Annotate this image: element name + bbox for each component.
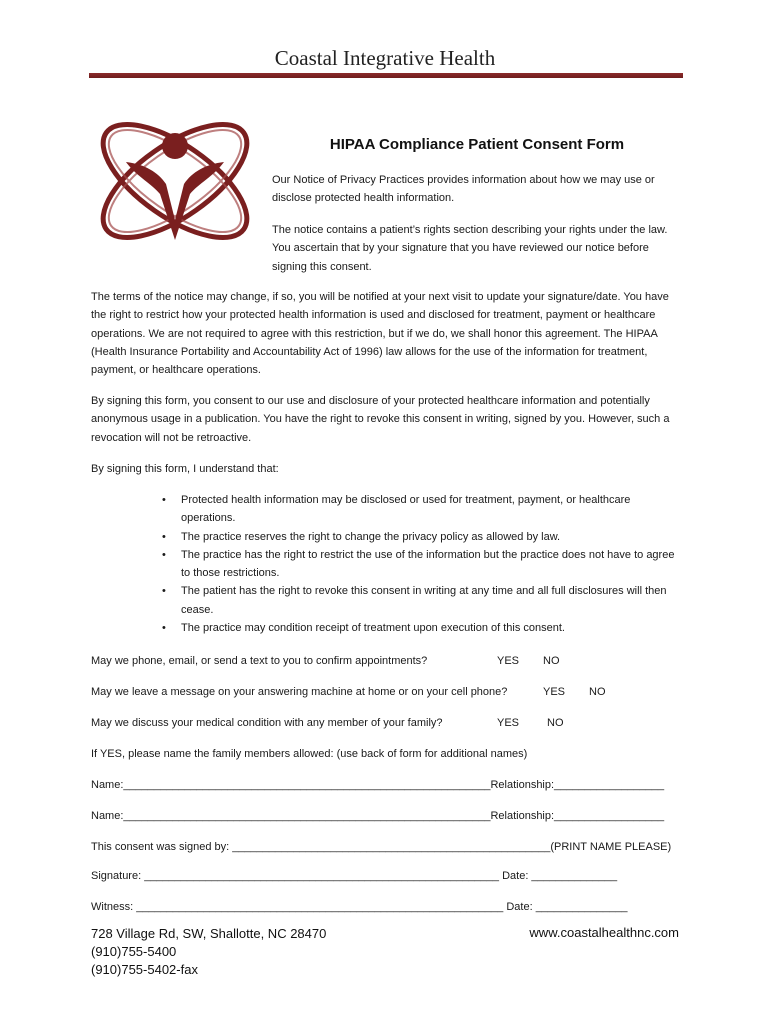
understand-intro: By signing this form, I understand that:	[91, 463, 279, 475]
page-header: Coastal Integrative Health	[274, 46, 496, 70]
family-no-option[interactable]: NO	[547, 717, 564, 729]
question-appointment-contact: May we phone, email, or send a text to you to confirm appointments?	[91, 655, 428, 667]
signed-by-line[interactable]: This consent was signed by: ____________________________________________________(PRINT NAME PLEASE)	[91, 841, 672, 853]
list-item	[162, 528, 682, 546]
footer-website-link[interactable]: www.coastalhealthnc.com	[529, 925, 679, 940]
list-item	[162, 491, 682, 528]
intro-paragraph-1: Our Notice of Privacy Practices provides information about how we may use or disclose protected health information.	[272, 174, 655, 205]
question-discuss-family: May we discuss your medical condition with any member of your family?	[91, 717, 443, 729]
figure-with-orbits-logo-icon	[86, 92, 264, 270]
list-item-text: The practice reserves the right to change the privacy policy as allowed by law.	[181, 530, 561, 543]
list-item-text: The patient has the right to revoke this consent in writing at any time and all full disclosures will then cease.	[181, 585, 667, 616]
message-yes-option[interactable]: YES	[543, 686, 566, 698]
consent-paragraph: By signing this form, you consent to our use and disclosure of your protected healthcare information and potentially anonymous usage in a publication. You have the right to revoke this consent in writing, signed by you. However, such a revocation will not be retroactive.	[91, 395, 670, 444]
appointment-yes-option[interactable]: YES	[497, 655, 520, 667]
list-item-text: The practice may condition receipt of treatment upon execution of this consent.	[181, 622, 565, 635]
list-item	[162, 619, 682, 637]
bullet-icon: •	[162, 530, 166, 543]
footer-phone: (910)755-5400	[91, 944, 177, 959]
appointment-no-option[interactable]: NO	[543, 655, 560, 667]
bullet-icon: •	[162, 494, 166, 506]
question-leave-message: May we leave a message on your answering machine at home or on your cell phone?	[91, 686, 508, 698]
intro-paragraph-2: The notice contains a patient’s rights section describing your rights under the law. You ascertain that by your signature that you have reviewed our notice before signing this consent.	[272, 224, 668, 273]
bullet-icon: •	[162, 622, 166, 635]
witness-line[interactable]: Witness: ____________________________________________________________ Date: _______________	[91, 901, 628, 913]
form-title: HIPAA Compliance Patient Consent Form	[329, 136, 625, 153]
family-name-line-2[interactable]: Name:____________________________________________________________Relationship:__________________	[91, 810, 665, 822]
bullet-icon: •	[162, 548, 166, 561]
list-item	[162, 582, 682, 619]
bullet-icon: •	[162, 585, 166, 598]
header-rule	[89, 73, 683, 78]
message-no-option[interactable]: NO	[589, 686, 606, 698]
footer-address: 728 Village Rd, SW, Shallotte, NC 28470	[91, 926, 327, 941]
family-members-note: If YES, please name the family members allowed: (use back of form for additional names)	[91, 748, 528, 760]
notice-terms-paragraph: The terms of the notice may change, if so, you will be notified at your next visit to update your signature/date. You have the right to restrict how your protected health information is used and disclosed for treatment, payment or healthcare operations. We are not required to agree with this restriction, but if we do, we shall honor this agreement. The HIPAA (Health Insurance Portability and Accountability Act of 1996) law allows for the use of the information for treatment, payment, or healthcare operations.	[91, 291, 669, 377]
footer-fax: (910)755-5402-fax	[91, 962, 198, 977]
understanding-list	[162, 491, 682, 637]
footer-contact	[91, 925, 326, 979]
list-item-text: Protected health information may be disclosed or used for treatment, payment, or healthcare operations.	[181, 494, 631, 525]
family-yes-option[interactable]: YES	[497, 717, 520, 729]
list-item	[162, 546, 682, 583]
list-item-text: The practice has the right to restrict the use of the information but the practice does not have to agree to those restrictions.	[181, 548, 675, 580]
family-name-line-1[interactable]: Name:____________________________________________________________Relationship:__________________	[91, 779, 665, 791]
signature-line[interactable]: Signature: __________________________________________________________ Date: ______________	[91, 870, 618, 882]
